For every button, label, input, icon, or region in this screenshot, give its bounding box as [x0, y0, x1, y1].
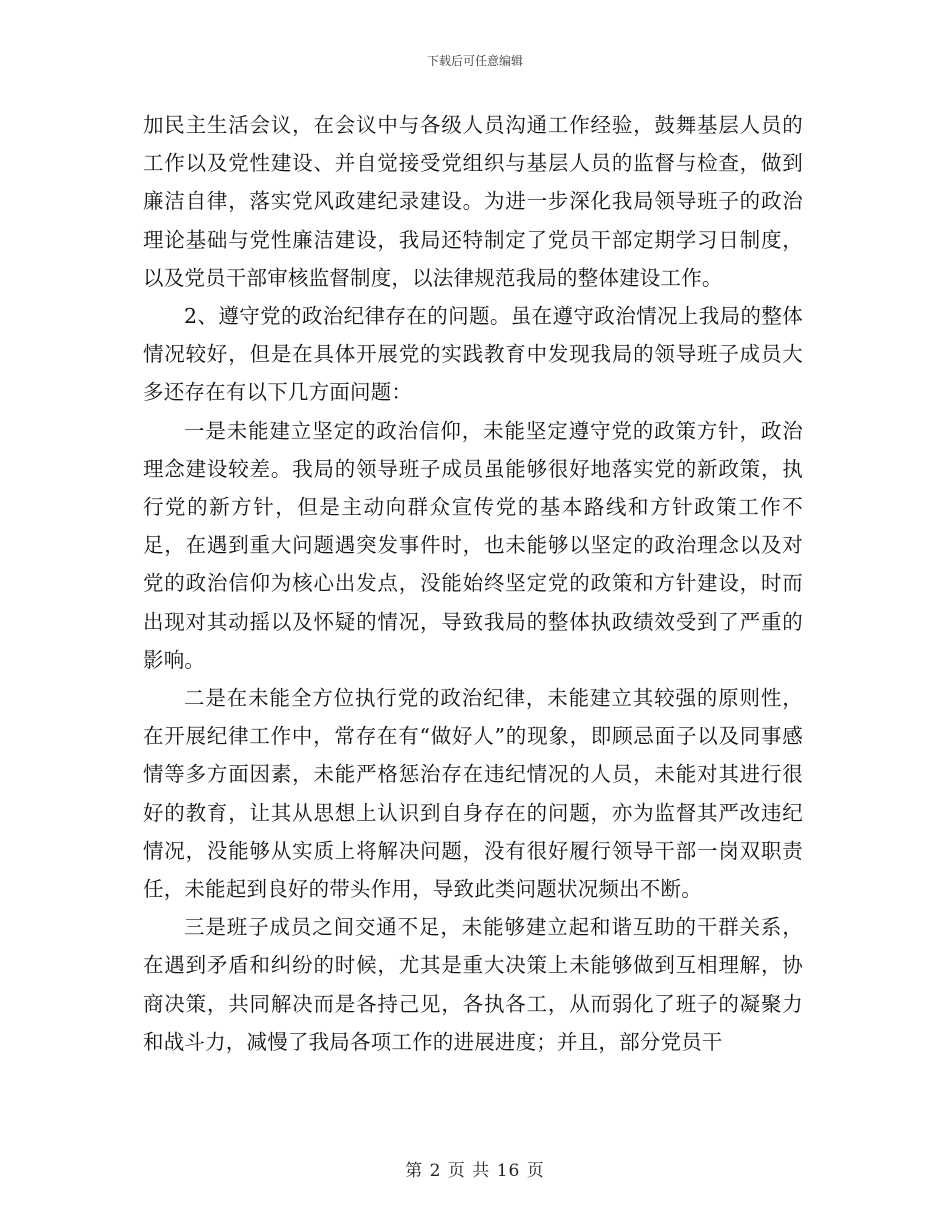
paragraph-3: 一是未能建立坚定的政治信仰，未能坚定遵守党的政策方针，政治理念建设较差。我局的领导班子成员虽能够很好地落实党的新政策，执行党的新方针，但是主动向群众宣传党的基本路线和方针政策工作不足，在遇到重大问题遇突发事件时，也未能够以坚定的政治理念以及对党的政治信仰为核心出发点，没能始终坚定党的政策和方针建设，时而出现对其动摇以及怀疑的情况，导致我局的整体执政绩效受到了严重的影响。: [143, 418, 803, 672]
paragraph-1: 加民主生活会议，在会议中与各级人员沟通工作经验，鼓舞基层人员的工作以及党性建设、并自觉接受党组织与基层人员的监督与检查，做到廉洁自律，落实党风政建纪录建设。为进一步深化我局领导班子的政治理论基础与党性廉洁建设，我局还特制定了党员干部定期学习日制度，以及党员干部审核监督制度，以法律规范我局的整体建设工作。: [143, 113, 803, 290]
paragraph-5: 三是班子成员之间交通不足，未能够建立起和谐互助的干群关系，在遇到矛盾和纠纷的时候，尤其是重大决策上未能够做到互相理解，协商决策，共同解决而是各持己见，各执各工，从而弱化了班子的凝聚力和战斗力，减慢了我局各项工作的进展进度；并且，部分党员干: [143, 915, 803, 1054]
paragraph-4: 二是在未能全方位执行党的政治纪律，未能建立其较强的原则性，在开展纪律工作中，常存在有“做好人”的现象，即顾忌面子以及同事感情等多方面因素，未能严格惩治存在违纪情况的人员，未能对其进行很好的教育，让其从思想上认识到自身存在的问题，亦为监督其严改违纪情况，没能够从实质上将解决问题，没有很好履行领导干部一岗双职责任，未能起到良好的带头作用，导致此类问题状况频出不断。: [143, 686, 803, 902]
page-header: 下载后可任意编辑: [426, 54, 523, 68]
paragraph-2: 2、遵守党的政治纪律存在的问题。虽在遵守政治情况上我局的整体情况较好，但是在具体开展党的实践教育中发现我局的领导班子成员大多还存在有以下几方面问题：: [143, 304, 803, 405]
page-number: 第 2 页 共 16 页: [405, 1161, 545, 1181]
document-body: [143, 106, 803, 1061]
